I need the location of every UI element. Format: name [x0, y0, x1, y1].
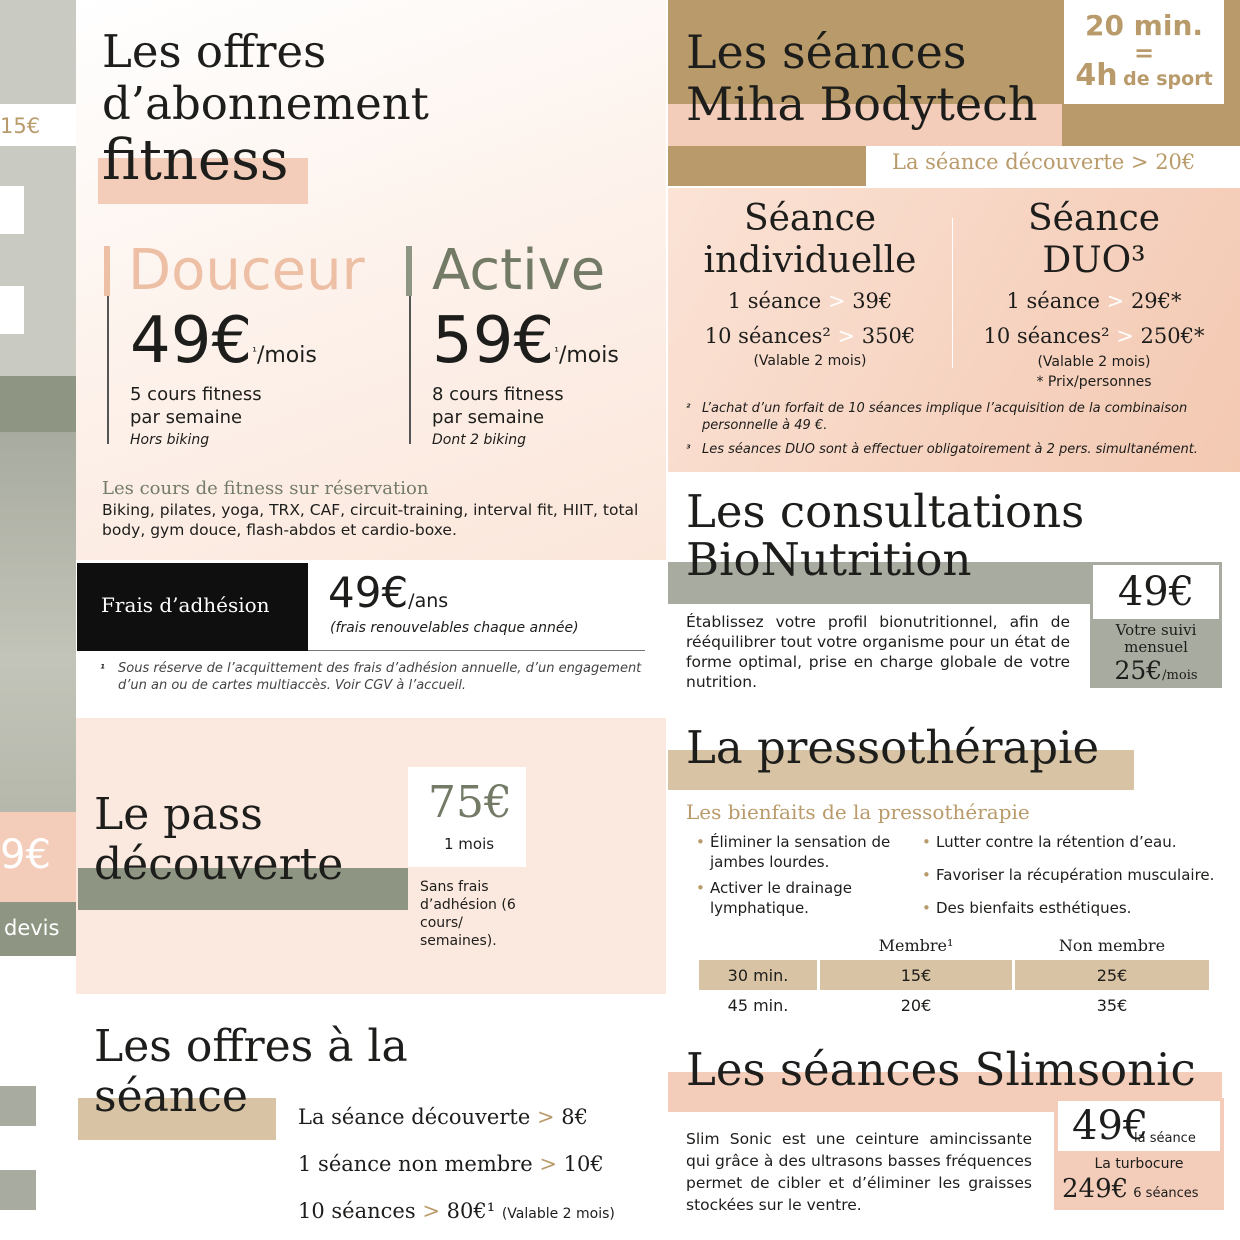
slimsonic-price-box — [1054, 1098, 1224, 1210]
suivi-label: Votre suivi mensuel — [1115, 621, 1197, 656]
miha-footnote-2: L’achat d’un forfait de 10 séances implique l’acquisition de la combinaison personnelle à 49 €. — [702, 401, 1188, 433]
miha-title: Les séances Miha Bodytech — [686, 25, 1038, 131]
seance-offers-list — [298, 1094, 615, 1238]
reservation-title: Les cours de fitness sur réservation — [102, 478, 429, 499]
duo-block: Séance DUO³ 1 séance > 29€* 10 séances² > 250€* (Valable 2 mois) * Prix/personnes — [983, 198, 1205, 390]
adhesion-divider — [308, 650, 645, 651]
benefit-item: • Lutter contre la rétention d’eau. — [922, 832, 1234, 852]
pass-price: 75€ — [428, 777, 512, 828]
miha-badge: 20 min. = 4h de sport — [1064, 0, 1224, 104]
presso-benefits-left — [696, 832, 906, 924]
seance-offer-item: La séance découverte > 8€ — [298, 1105, 588, 1129]
adhesion-note: (frais renouvelables chaque année) — [330, 620, 579, 636]
pass-duration: 1 mois — [444, 835, 495, 853]
strip-block — [0, 146, 76, 376]
badge-duration: 20 min. — [1084, 9, 1204, 42]
benefit-item: • Activer le drainage lymphatique. — [696, 878, 906, 918]
douceur-desc: 5 cours fitness par semaine Hors biking — [130, 384, 262, 448]
strip-price-mid: 9€ — [0, 832, 51, 878]
footnote-mark: ¹ — [100, 662, 105, 675]
strip-block — [0, 1170, 36, 1210]
reservation-text: Biking, pilates, yoga, TRX, CAF, circuit-training, interval fit, HIIT, total body, gym douce, flash-abdos et cardio-boxe. — [102, 501, 639, 539]
slimsonic-title: Les séances Slimsonic — [686, 1043, 1196, 1096]
douceur-price: 49€$^{^1}$/mois — [130, 304, 317, 378]
strip-notch — [0, 286, 24, 334]
presso-subtitle: Les bienfaits de la pressothérapie — [686, 800, 1030, 824]
table-header-row: Membre¹ Non membre — [878, 935, 1166, 955]
active-desc: 8 cours fitness par semaine Dont 2 biking — [432, 384, 564, 448]
active-bar — [406, 246, 412, 296]
slimsonic-price: 49€ — [1072, 1103, 1149, 1149]
bionutrition-title: Les consultations BioNutrition — [686, 485, 1085, 586]
presso-benefits-right — [922, 832, 1234, 924]
strip-price-top: 15€ — [0, 114, 41, 138]
adhesion-price: 49€/ans — [328, 568, 449, 617]
slimsonic-text: Slim Sonic est une ceinture amincissante qui grâce à des ultrasons basses fréquences permet de cibler et d’éliminer les graisses stockées sur le ventre. — [686, 1130, 1032, 1214]
badge-sport: 4h de sport — [1075, 58, 1213, 93]
strip-block — [0, 1086, 36, 1126]
suivi-price: 25€/mois — [1114, 656, 1198, 685]
pass-price-box — [408, 767, 526, 867]
pass-title: Le pass découverte — [94, 789, 344, 890]
miha-divider — [952, 218, 953, 368]
strip-devis: devis — [4, 916, 60, 940]
benefit-item: • Favoriser la récupération musculaire. — [922, 865, 1234, 885]
table-row: 45 min. 20€ 35€ — [727, 995, 1128, 1015]
strip-block — [0, 0, 76, 104]
pass-note: Sans frais d’adhésion (6 cours/ semaines). — [420, 879, 516, 949]
strip-block — [0, 376, 76, 432]
seance-offer-item: 1 séance non membre > 10€ — [298, 1152, 604, 1176]
individuelle-block: Séance individuelle 1 séance > 39€ 10 séances² > 350€ (Valable 2 mois) — [703, 198, 917, 369]
bionutrition-price-box — [1090, 562, 1222, 688]
miha-decouverte: La séance découverte > 20€ — [892, 150, 1196, 174]
turbocure-price: 249€ 6 séances — [1062, 1174, 1199, 1204]
active-name: Active — [432, 238, 606, 303]
benefit-item: • Éliminer la sensation de jambes lourdes. — [696, 832, 906, 872]
douceur-name: Douceur — [128, 238, 365, 303]
fitness-footnote: Sous réserve de l’acquittement des frais d’adhésion annuelle, d’un engagement d’un an ou de cartes multiaccès. Voir CGV à l’accueil. — [118, 661, 642, 693]
strip-price-box — [0, 106, 76, 146]
strip-price-box — [0, 812, 76, 902]
adhesion-label-box — [77, 563, 308, 651]
benefit-item: • Des bienfaits esthétiques. — [922, 898, 1234, 918]
presso-title: La pressothérapie — [686, 721, 1100, 774]
turbocure-label: La turbocure — [1094, 1156, 1184, 1172]
footnote-mark: ² — [686, 403, 691, 414]
active-line — [409, 296, 411, 444]
douceur-line — [107, 296, 109, 444]
fitness-title: Les offres d’abonnement fitness — [102, 25, 429, 193]
footnote-mark: ³ — [686, 444, 691, 455]
strip-notch — [0, 186, 24, 234]
seance-offers-title: Les offres à la séance — [94, 1021, 408, 1122]
bionutrition-text: Établissez votre profil bionutritionnel, afin de rééquilibrer tout votre organisme pour un état de forme optimal, prise en charge globale de votre nutrition. — [686, 613, 1070, 691]
table-row: 30 min. 15€ 25€ — [699, 960, 1209, 990]
active-price: 59€$^{^1}$/mois — [432, 304, 619, 378]
strip-devis-box — [0, 902, 76, 956]
douceur-bar — [104, 246, 110, 296]
miha-accent — [668, 146, 866, 186]
miha-footnote-3: Les séances DUO sont à effectuer obligatoirement à 2 pers. simultanément. — [702, 442, 1198, 457]
slimsonic-price-unit: la séance — [1134, 1131, 1196, 1146]
bionutrition-price: 49€ — [1117, 569, 1195, 615]
adhesion-label: Frais d’adhésion — [101, 593, 270, 617]
seance-offer-item: 10 séances > 80€¹ (Valable 2 mois) — [298, 1199, 615, 1223]
presso-price-table — [696, 930, 1212, 1020]
strip-photo — [0, 432, 76, 812]
